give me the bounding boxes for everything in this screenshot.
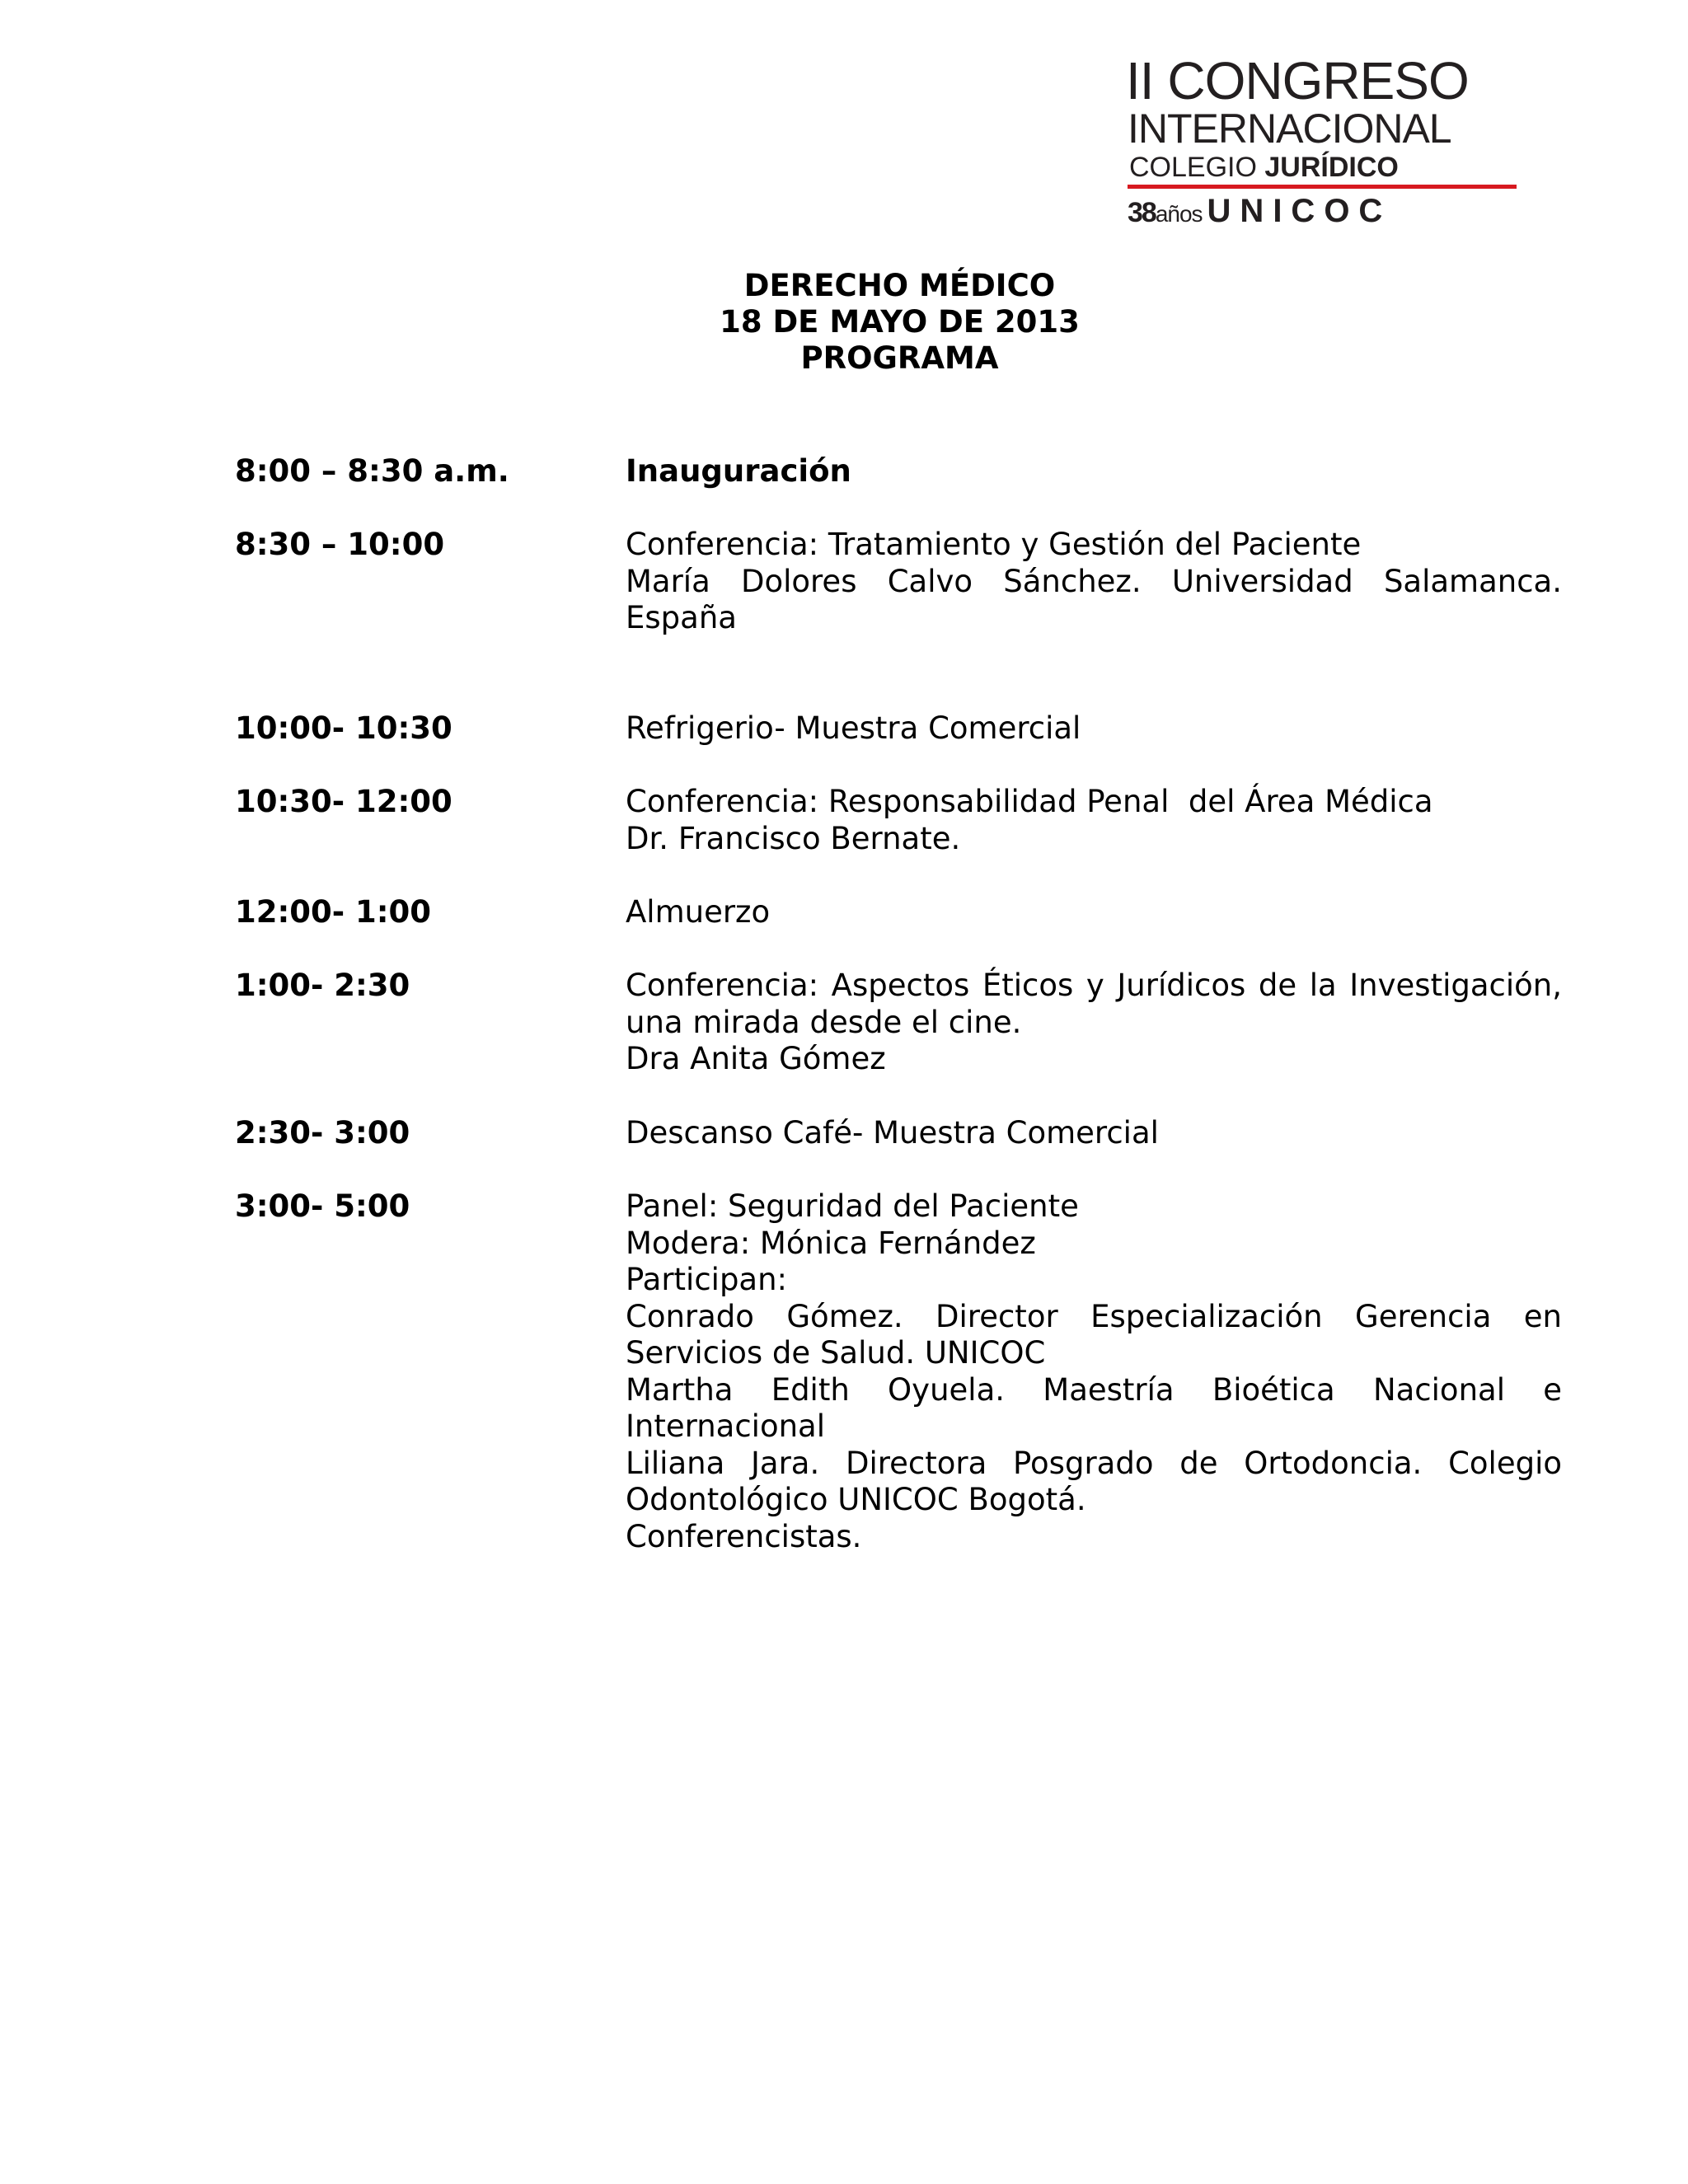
schedule-time: 8:30 – 10:00 [235, 527, 445, 562]
schedule-line: Internacional [626, 1408, 825, 1444]
schedule-line: Inauguración [626, 453, 851, 489]
schedule-line: Martha Edith Oyuela. Maestría Bioética Nacional e [626, 1371, 1562, 1408]
logo-red-rule [1128, 185, 1517, 189]
schedule-time: 2:30- 3:00 [235, 1115, 410, 1151]
schedule-line: España [626, 600, 737, 635]
schedule-line: Conrado Gómez. Director Especialización Gerencia en [626, 1298, 1562, 1334]
schedule-details [626, 710, 1562, 748]
logo-anos: años [1155, 201, 1203, 227]
schedule-time: 10:30- 12:00 [235, 784, 452, 819]
logo-colegio: COLEGIO [1129, 152, 1257, 183]
schedule-time: 1:00- 2:30 [235, 968, 410, 1003]
schedule-line: María Dolores Calvo Sánchez. Universidad Salamanca. [626, 563, 1562, 599]
schedule-line: Conferencistas. [626, 1518, 862, 1554]
schedule-line: Dr. Francisco Bernate. [626, 820, 961, 856]
schedule-details [626, 968, 1562, 1078]
schedule-time: 8:00 – 8:30 a.m. [235, 453, 509, 489]
schedule-line: Modera: Mónica Fernández [626, 1225, 1036, 1261]
document-subtitle: PROGRAMA [800, 340, 999, 376]
logo-brand-line [1128, 193, 1391, 230]
schedule-line: Odontológico UNICOC Bogotá. [626, 1482, 1086, 1517]
schedule-details [626, 1115, 1562, 1152]
logo-congress-title: II CONGRESO [1126, 51, 1469, 110]
schedule-details [626, 527, 1562, 637]
document-title: DERECHO MÉDICO [743, 268, 1056, 303]
schedule-time: 10:00- 10:30 [235, 710, 452, 746]
logo-international: INTERNACIONAL [1128, 105, 1451, 152]
schedule-time: 12:00- 1:00 [235, 894, 432, 930]
schedule-line: Servicios de Salud. UNICOC [626, 1335, 1046, 1371]
logo-juridico: JURÍDICO [1264, 152, 1399, 183]
schedule-line: Almuerzo [626, 894, 771, 930]
schedule-line: Conferencia: Tratamiento y Gestión del Paciente [626, 527, 1362, 562]
document-header [0, 268, 1688, 377]
schedule-details [626, 784, 1562, 857]
schedule-line: Descanso Café- Muestra Comercial [626, 1115, 1159, 1151]
schedule-line: una mirada desde el cine. [626, 1004, 1022, 1040]
schedule-line: Dra Anita Gómez [626, 1041, 886, 1076]
congress-logo [1126, 51, 1522, 229]
logo-unicoc: UNICOC [1207, 193, 1392, 229]
schedule-line: Panel: Seguridad del Paciente [626, 1188, 1079, 1224]
schedule-line: Participan: [626, 1262, 788, 1297]
schedule-line: Conferencia: Responsabilidad Penal del Área Médica [626, 784, 1433, 819]
schedule-line: Conferencia: Aspectos Éticos y Jurídicos de la Investigación, [626, 968, 1562, 1003]
schedule-details [626, 894, 1562, 931]
logo-colegio-juridico [1129, 152, 1399, 182]
document-date: 18 DE MAYO DE 2013 [720, 304, 1080, 340]
schedule-line: Refrigerio- Muestra Comercial [626, 710, 1081, 746]
schedule-details [626, 1188, 1562, 1555]
schedule-line: Liliana Jara. Directora Posgrado de Ortodoncia. Colegio [626, 1445, 1562, 1481]
schedule-time: 3:00- 5:00 [235, 1188, 410, 1224]
logo-years: 38 [1128, 197, 1156, 228]
schedule-details [626, 453, 1562, 490]
